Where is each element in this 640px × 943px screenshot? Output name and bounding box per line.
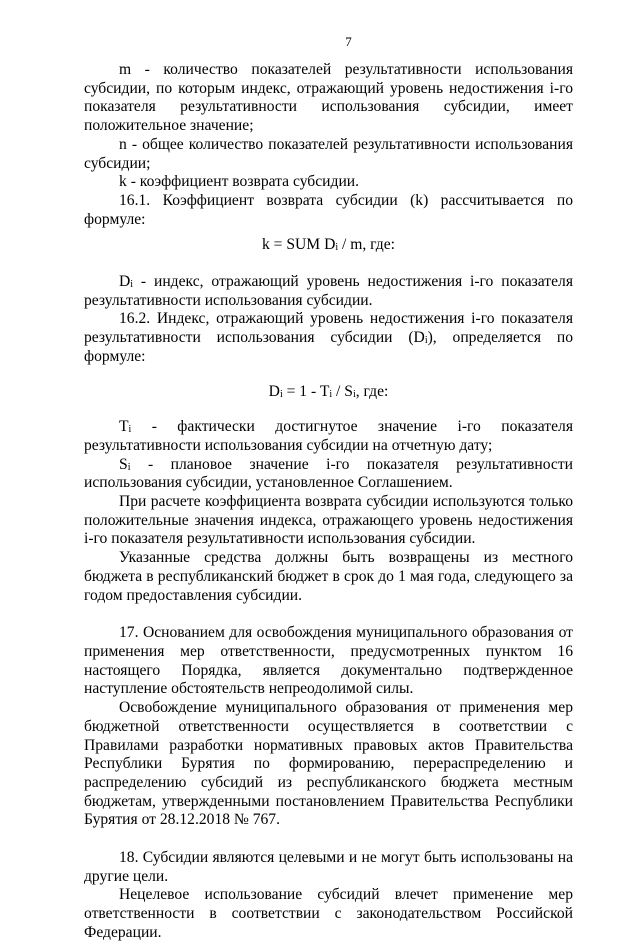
clause-16-2-text-b: ), определяется по формуле: xyxy=(84,329,574,365)
return-note: Указанные средства должны быть возвращены из местного бюджета в республиканский бюджет в срок до 1 мая года, следующего за годом предоставления субсидии. xyxy=(84,549,573,604)
m-definition: m - количество показателей результативности использования субсидии, по которым индекс, отражающий уровень недостижения i-го показателя результативности использования субсидии, имеет положительное значение; xyxy=(84,61,573,135)
formula-d xyxy=(84,383,573,402)
formula-d-lhs: D xyxy=(268,382,280,400)
clause-18-misuse: Нецелевое использование субсидий влечет применение мер ответственности в соответствии с законодательством Российской Федерации. xyxy=(84,886,573,941)
di-definition xyxy=(84,273,573,310)
formula-k-lhs: k = SUM D xyxy=(261,236,336,254)
formula-d-subscript-2: i xyxy=(329,388,333,400)
document-body xyxy=(84,61,573,943)
formula-d-subscript-1: i xyxy=(279,388,283,400)
formula-d-mid-1: = 1 - T xyxy=(282,382,330,400)
n-definition: n - общее количество показателей результативности использования субсидии; xyxy=(84,135,573,172)
si-subscript: i xyxy=(127,461,131,473)
di-text: - индекс, отражающий уровень недостижения i-го показателя результативности использования субсидии. xyxy=(84,273,573,309)
calculation-note: При расчете коэффициента возврата субсидии используются только положительные значения индекса, отражающего уровень недостижения i-го показателя результативности использования субсидии. xyxy=(84,493,573,548)
si-definition xyxy=(84,456,573,493)
formula-d-mid-2: / S xyxy=(332,382,353,400)
formula-k xyxy=(84,236,573,255)
clause-16-2 xyxy=(84,310,573,366)
clause-16-1: 16.1. Коэффициент возврата субсидии (k) рассчитывается по формуле: xyxy=(84,191,573,228)
clause-16-2-subscript: i xyxy=(424,335,428,347)
di-subscript: i xyxy=(130,279,134,291)
clause-18: 18. Субсидии являются целевыми и не могут быть использованы на другие цели. xyxy=(84,849,573,885)
ti-text: - фактически достигнутое значение i-го показателя результативности использования субсидии на отчетную дату; xyxy=(84,418,573,454)
si-text: - плановое значение i-го показателя результативности использования субсидии, установленное Соглашением. xyxy=(84,455,573,492)
di-symbol: D xyxy=(119,273,131,291)
clause-16-2-text-a: 16.2. Индекс, отражающий уровень недостижения i-го показателя результативности использования субсидии (D xyxy=(84,310,573,347)
k-definition: k - коэффициент возврата субсидии. xyxy=(119,173,360,191)
ti-definition xyxy=(84,418,573,455)
formula-k-rhs: / m, где: xyxy=(338,236,395,254)
page-number: 7 xyxy=(345,34,352,49)
si-symbol: S xyxy=(119,455,128,473)
formula-k-subscript: i xyxy=(335,242,339,254)
clause-17-release: Освобождение муниципального образования от применения мер бюджетной ответственности осуществляется в соответствии с Правилами разработки нормативных правовых актов Правительства Республики Бурятия по формированию, перераспределению и распределению субсидий из республиканского бюджета местным бюджетам, утвержденными постановлением Правительства Республики Бурятия от 28.12.2018 № 767. xyxy=(84,699,573,829)
ti-subscript: i xyxy=(128,424,132,436)
ti-symbol: T xyxy=(119,418,129,436)
clause-17: 17. Основанием для освобождения муниципального образования от применения мер ответственности, предусмотренных пунктом 16 настоящего Порядка, является документально подтвержденное наступление обстоятельств непреодолимой силы. xyxy=(84,624,573,698)
formula-d-rhs: , где: xyxy=(355,382,389,400)
formula-d-subscript-3: i xyxy=(352,388,356,400)
